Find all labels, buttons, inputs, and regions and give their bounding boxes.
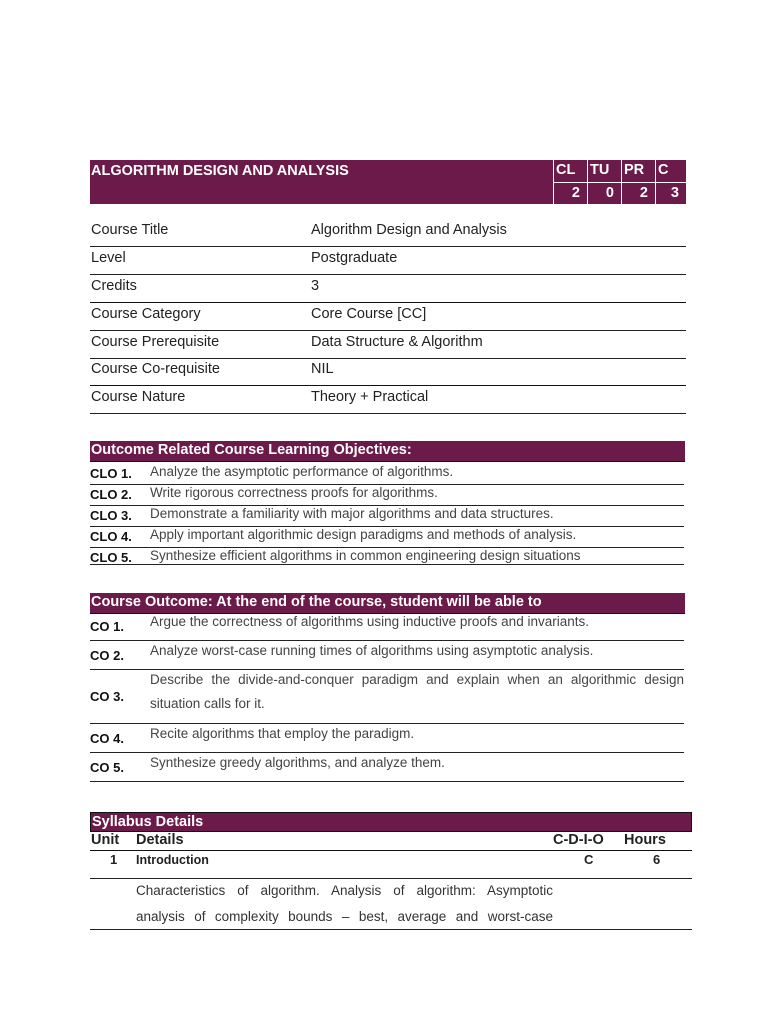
co-code: CO 1. <box>90 619 124 634</box>
info-label: Credits <box>91 278 137 294</box>
clo-code: CLO 5. <box>90 550 132 565</box>
clo-text: Write rigorous correctness proofs for algorithms. <box>150 485 438 500</box>
co-item <box>90 612 684 641</box>
header-val-cl: 2 <box>553 182 587 204</box>
co-text: Synthesize greedy algorithms, and analyze them. <box>150 755 445 770</box>
course-title-heading: ALGORITHM DESIGN AND ANALYSIS <box>90 160 553 204</box>
clo-item <box>90 463 684 485</box>
co-code: CO 2. <box>90 648 124 663</box>
header-col-c: C <box>655 160 686 182</box>
info-row-credits <box>90 275 686 303</box>
syllabus-heading: Syllabus Details <box>90 812 692 832</box>
info-row-nature <box>90 386 686 414</box>
info-row-level <box>90 247 686 275</box>
clo-item <box>90 484 684 506</box>
info-label: Course Co-requisite <box>91 361 220 377</box>
co-item <box>90 670 684 724</box>
clo-text: Demonstrate a familiarity with major algorithms and data structures. <box>150 506 554 521</box>
info-value: NIL <box>311 361 334 377</box>
co-code: CO 5. <box>90 760 124 775</box>
co-code: CO 4. <box>90 731 124 746</box>
info-row-category <box>90 303 686 331</box>
info-value: Core Course [CC] <box>311 306 427 322</box>
co-text: Describe the divide-and-conquer paradigm and explain when an algorithmic design situation calls for it. <box>150 672 684 711</box>
col-hours: Hours <box>624 832 666 848</box>
syllabus-column-headers <box>90 832 692 851</box>
unit-description: Characteristics of algorithm. Analysis of algorithm: Asymptotic analysis of complexity bounds – best, average and worst-case <box>136 883 553 924</box>
header-val-c: 3 <box>655 182 686 204</box>
syllabus-unit-row <box>90 851 692 879</box>
course-header <box>90 160 686 204</box>
info-label: Course Category <box>91 306 201 322</box>
info-label: Course Nature <box>91 389 186 405</box>
co-item <box>90 641 684 670</box>
syllabus-description-row <box>90 878 692 930</box>
co-item <box>90 753 684 782</box>
clo-code: CLO 3. <box>90 508 132 523</box>
info-label: Course Title <box>91 222 169 238</box>
header-col-cl: CL <box>553 160 587 182</box>
co-text: Recite algorithms that employ the paradigm. <box>150 726 415 741</box>
info-label: Course Prerequisite <box>91 334 220 350</box>
header-col-pr: PR <box>621 160 655 182</box>
clo-code: CLO 1. <box>90 466 132 481</box>
col-cdio: C-D-I-O <box>553 832 604 848</box>
clo-text: Analyze the asymptotic performance of algorithms. <box>150 464 454 479</box>
unit-title: Introduction <box>136 853 209 867</box>
header-val-tu: 0 <box>587 182 621 204</box>
co-section-heading: Course Outcome: At the end of the course, student will be able to <box>90 593 685 614</box>
clo-text: Apply important algorithmic design paradigms and methods of analysis. <box>150 527 577 542</box>
co-text: Analyze worst-case running times of algorithms using asymptotic analysis. <box>150 643 594 658</box>
col-details: Details <box>136 832 184 848</box>
clo-item <box>90 547 684 565</box>
info-value: Postgraduate <box>311 250 398 266</box>
clo-code: CLO 4. <box>90 529 132 544</box>
unit-cdio: C <box>584 852 594 867</box>
info-value: Data Structure & Algorithm <box>311 334 483 350</box>
clo-text: Synthesize efficient algorithms in common engineering design situations <box>150 548 581 563</box>
clo-item <box>90 526 684 548</box>
clo-section-heading: Outcome Related Course Learning Objectives: <box>90 441 685 462</box>
header-val-pr: 2 <box>621 182 655 204</box>
info-label: Level <box>91 250 126 266</box>
info-value: Algorithm Design and Analysis <box>311 222 507 238</box>
col-unit: Unit <box>91 832 120 848</box>
clo-code: CLO 2. <box>90 487 132 502</box>
co-text: Argue the correctness of algorithms using inductive proofs and invariants. <box>150 614 589 629</box>
co-item <box>90 724 684 753</box>
clo-item <box>90 505 684 527</box>
header-col-tu: TU <box>587 160 621 182</box>
info-value: 3 <box>311 278 320 294</box>
co-code: CO 3. <box>90 689 124 704</box>
info-row-corequisite <box>90 358 686 386</box>
info-row-prerequisite <box>90 331 686 359</box>
info-value: Theory + Practical <box>311 389 429 405</box>
unit-hours: 6 <box>653 852 661 867</box>
info-row-course-title <box>90 219 686 247</box>
unit-number: 1 <box>110 852 118 867</box>
